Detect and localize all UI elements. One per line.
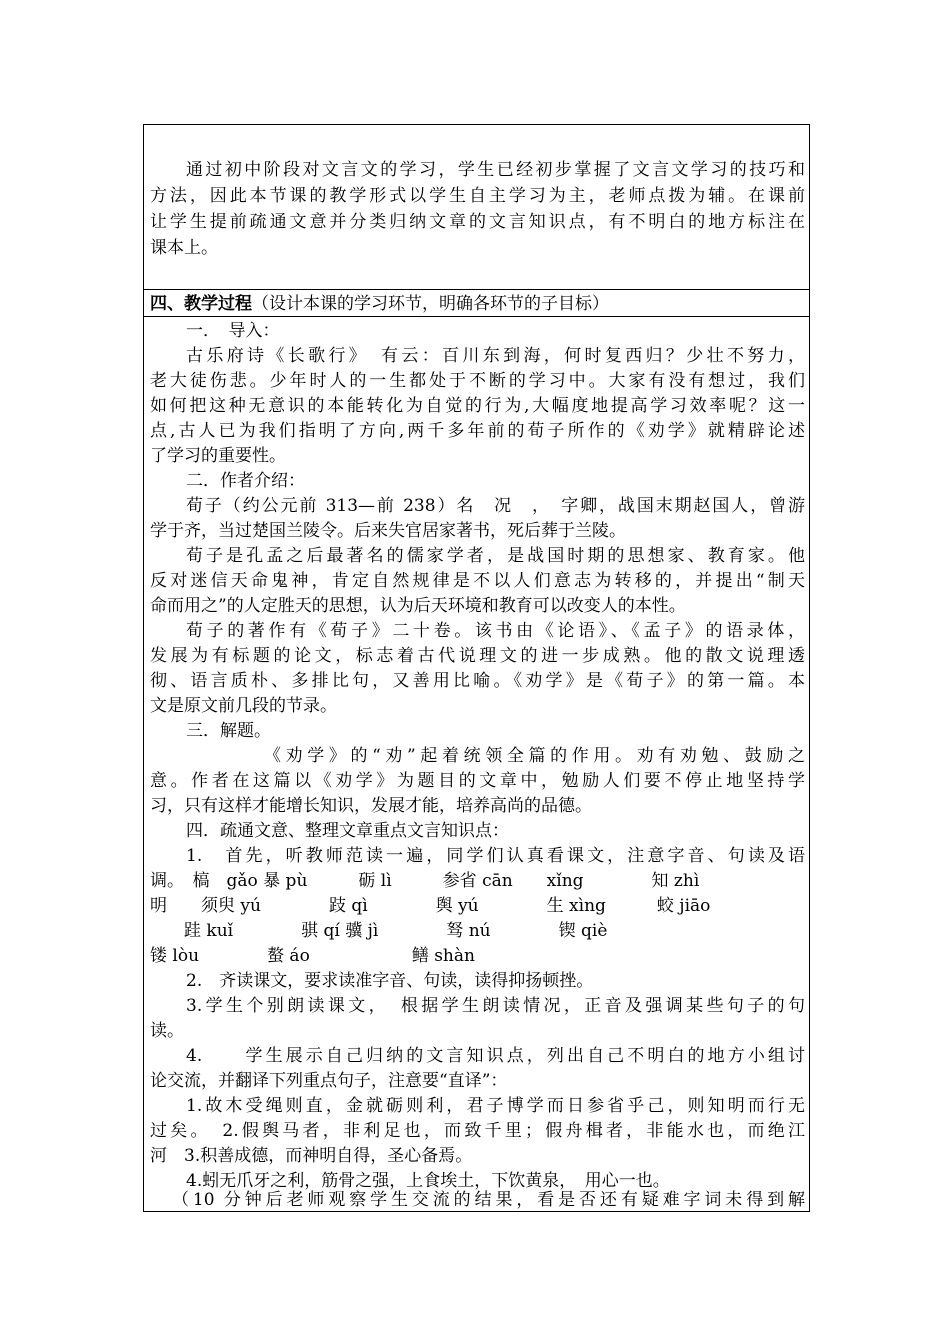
s4-line-1: 一． 导入： (186, 321, 280, 341)
s4-line-24: 明 须臾 yú 跂 qì 舆 yú 生 xìng 蛟 jiāo (150, 896, 711, 916)
s3-line-1: 通过初中阶段对文言文的学习，学生已经初步掌握了文言文学习的技巧和 (186, 160, 805, 180)
s4-line-33: 过矣。 2.假舆马者，非利足也，而致千里；假舟楫者，非能水也，而绝江 (150, 1121, 805, 1141)
section-heading-note: （设计本课的学习环节，明确各环节的子目标） (252, 294, 609, 314)
s4-line-13: 荀子的著作有《荀子》二十卷。该书由《论语》、《孟子》的语录体， (186, 621, 805, 641)
s4-line-20: 习，只有这样才能增长知识，发展才能，培养高尚的品德。 (150, 796, 592, 816)
s4-line-28: 3.学生个别朗读课文， 根据学生朗读情况，正音及强调某些句子的句 (186, 996, 805, 1016)
s4-line-12: 命而用之”的人定胜天的思想，认为后天环境和教育可以改变人的本性。 (150, 596, 686, 616)
s4-line-2: 古乐府诗《长歌行》 有云：百川东到海，何时复西归？少壮不努力， (186, 346, 805, 366)
s3-line-2: 方法，因此本节课的教学形式以学生自主学习为主，老师点拨为辅。在课前 (150, 186, 805, 206)
s4-line-21: 四．疏通文意、整理文章重点文言知识点： (186, 821, 509, 841)
s4-line-18: 《劝学》的“劝”起着统领全篇的作用。劝有劝勉、鼓励之 (186, 746, 805, 766)
s4-line-9: 学于齐，当过楚国兰陵令。后来失官居家著书，死后葬于兰陵。 (150, 521, 626, 541)
s4-line-35: 4.蚓无爪牙之利，筋骨之强，上食埃土，下饮黄泉， 用心一也。 (186, 1171, 670, 1191)
s4-line-30: 4. 学生展示自己归纳的文言知识点，列出自己不明白的地方小组讨 (186, 1046, 805, 1066)
s4-line-36: （10 分钟后老师观察学生交流的结果，看是否还有疑难字词未得到解 (172, 1190, 805, 1210)
s4-line-26: 镂 lòu 螯 áo 鳝 shàn (150, 946, 475, 966)
s3-line-3: 让学生提前疏通文意并分类归纳文章的文言知识点，有不明白的地方标注在 (150, 212, 805, 232)
s4-line-31: 论交流，并翻译下列重点句子，注意要“直译”： (150, 1071, 508, 1091)
row-divider-heading (143, 316, 810, 317)
s4-line-25: 跬 kuǐ 骐 qí 骥 jì 驽 nú 锲 qiè (150, 921, 608, 941)
s4-line-16: 文是原文前几段的节录。 (150, 696, 337, 716)
section-heading-title: 四、教学过程 (150, 294, 252, 314)
s4-line-14: 发展为有标题的论文，标志着古代说理文的进一步成熟。他的散文说理透 (150, 646, 805, 666)
s4-line-8: 荀子（约公元前 313—前 238）名 况 ， 字卿，战国末期赵国人，曾游 (186, 496, 805, 516)
s3-line-4: 课本上。 (150, 238, 218, 258)
s4-line-7: 二．作者介绍： (186, 471, 305, 491)
s4-line-10: 荀子是孔孟之后最著名的儒家学者，是战国时期的思想家、教育家。他 (186, 546, 805, 566)
s4-line-15: 彻、语言质朴、多排比句，又善用比喻。《劝学》是《荀子》的第一篇。本 (150, 671, 805, 691)
s4-line-5: 点,古人已为我们指明了方向,两千多年前的荀子所作的《劝学》就精辟论述 (150, 421, 805, 441)
s4-line-22: 1. 首先，听教师范读一遍，同学们认真看课文，注意字音、句读及语 (186, 846, 805, 866)
s4-line-4: 如何把这种无意识的本能转化为自觉的行为,大幅度地提高学习效率呢？这一 (150, 396, 805, 416)
s4-line-27: 2. 齐读课文，要求读准字音、句读，读得抑扬顿挫。 (186, 971, 594, 991)
s4-line-6: 了学习的重要性。 (150, 446, 286, 466)
s4-line-3: 老大徒伤悲。少年时人的一生都处于不断的学习中。大家有没有想过，我们 (150, 371, 805, 391)
s4-line-17: 三．解题。 (186, 721, 271, 741)
s4-line-23: 调。 槁 gǎo 暴 pù 砺 lì 参省 cān xǐng 知 zhì (150, 871, 700, 891)
section-heading (150, 292, 805, 316)
row-divider-top (143, 289, 810, 290)
s4-line-29: 读。 (150, 1021, 184, 1041)
s4-line-34: 河 3.积善成德，而神明自得，圣心备焉。 (150, 1146, 473, 1166)
s4-line-11: 反对迷信天命鬼神，肯定自然规律是不以人们意志为转移的，并提出“制天 (150, 571, 805, 591)
s4-line-19: 意。作者在这篇以《劝学》为题目的文章中，勉励人们要不停止地坚持学 (150, 771, 805, 791)
s4-line-32: 1.故木受绳则直，金就砺则利，君子博学而日参省乎己，则知明而行无 (186, 1096, 805, 1116)
